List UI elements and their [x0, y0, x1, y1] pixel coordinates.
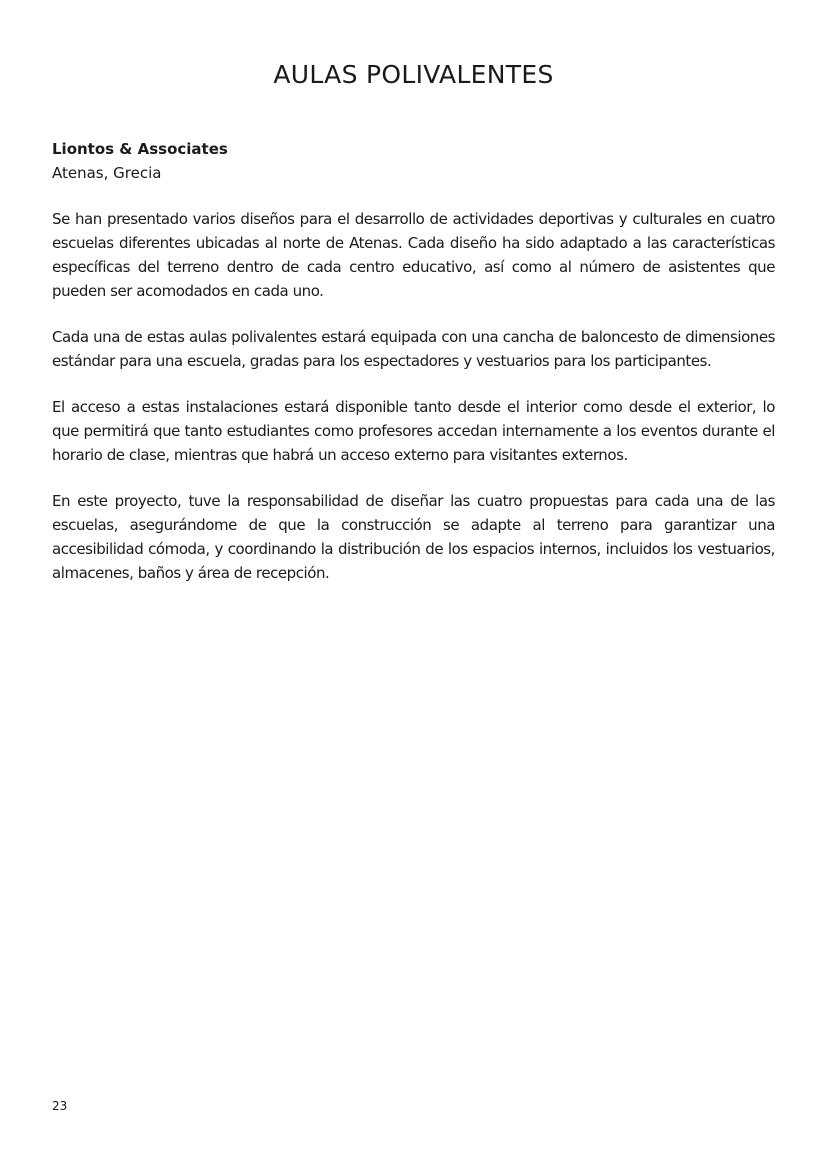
document-body	[52, 137, 775, 585]
paragraph-1: Se han presentado varios diseños para el desarrollo de actividades deportivas y culturales en cuatro escuelas diferentes ubicadas al norte de Atenas. Cada diseño ha sido adaptado a las características específicas del terreno dentro de cada centro educativo, así como al número de asistentes que pueden ser acomodados en cada uno.	[52, 210, 775, 300]
studio-block	[52, 137, 775, 185]
page-title: AULAS POLIVALENTES	[273, 60, 554, 89]
paragraph-4: En este proyecto, tuve la responsabilidad de diseñar las cuatro propuestas para cada una de las escuelas, asegurándome de que la construcción se adapte al terreno para garantizar una accesibilidad cómoda, y coordinando la distribución de los espacios internos, incluidos los vestuarios, almacenes, baños y área de recepción.	[52, 492, 775, 582]
paragraph-3: El acceso a estas instalaciones estará disponible tanto desde el interior como desde el exterior, lo que permitirá que tanto estudiantes como profesores accedan internamente a los eventos durante el horario de clase, mientras que habrá un acceso externo para visitantes externos.	[52, 398, 775, 464]
studio-location: Atenas, Grecia	[52, 164, 162, 182]
paragraph-2: Cada una de estas aulas polivalentes estará equipada con una cancha de baloncesto de dimensiones estándar para una escuela, gradas para los espectadores y vestuarios para los participantes.	[52, 328, 775, 370]
page-number: 23	[52, 1099, 68, 1113]
studio-name: Liontos & Associates	[52, 140, 228, 158]
